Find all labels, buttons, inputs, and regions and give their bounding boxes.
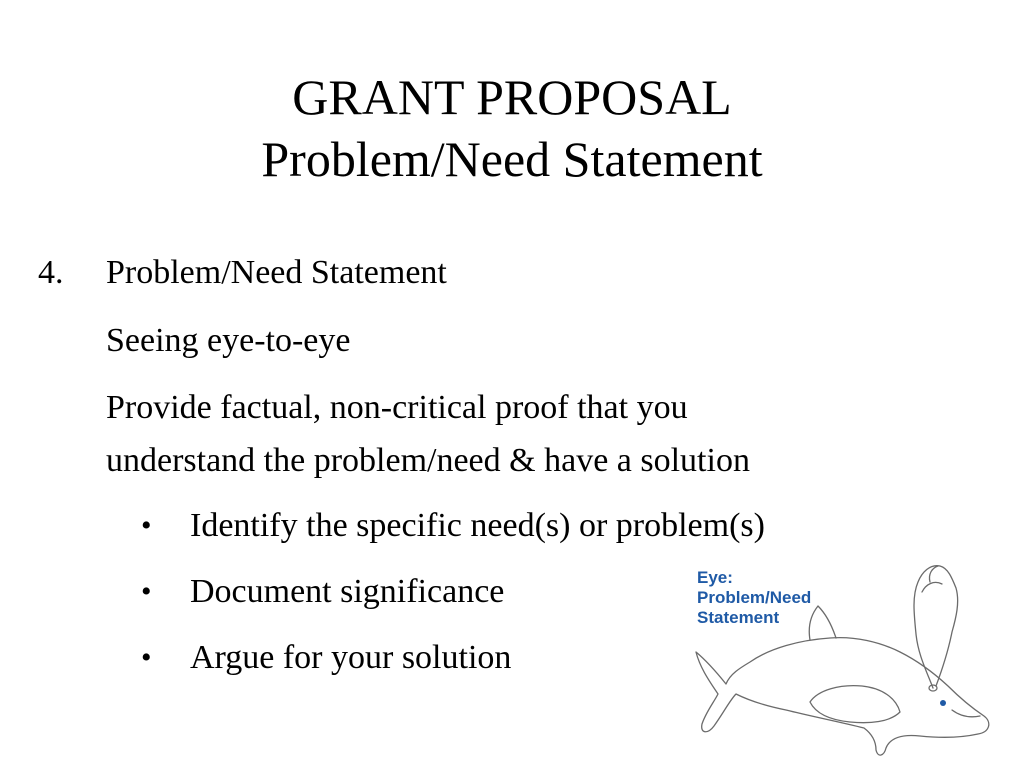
section-heading: Problem/Need Statement (106, 254, 447, 291)
title-line-2: Problem/Need Statement (261, 131, 763, 187)
bullet-marker: • (141, 509, 152, 542)
paragraph-line-2: understand the problem/need & have a solution (106, 442, 750, 479)
illustration-label-line-1: Eye: (697, 568, 733, 587)
paragraph-line-1: Provide factual, non-critical proof that you (106, 389, 688, 426)
bullet-marker: • (141, 641, 152, 674)
bullet-item-2: Document significance (190, 573, 505, 610)
illustration-label (697, 568, 811, 628)
item-number: 4. (38, 254, 64, 291)
bullet-marker: • (141, 575, 152, 608)
bullet-item-1: Identify the specific need(s) or problem(s) (190, 507, 765, 544)
title-line-1: GRANT PROPOSAL (292, 69, 732, 125)
illustration-label-line-2: Problem/Need (697, 588, 812, 607)
section-subheading: Seeing eye-to-eye (106, 322, 351, 359)
bullet-item-3: Argue for your solution (190, 639, 512, 676)
illustration-label-line-3: Statement (697, 608, 780, 627)
slide-title (0, 66, 1024, 190)
